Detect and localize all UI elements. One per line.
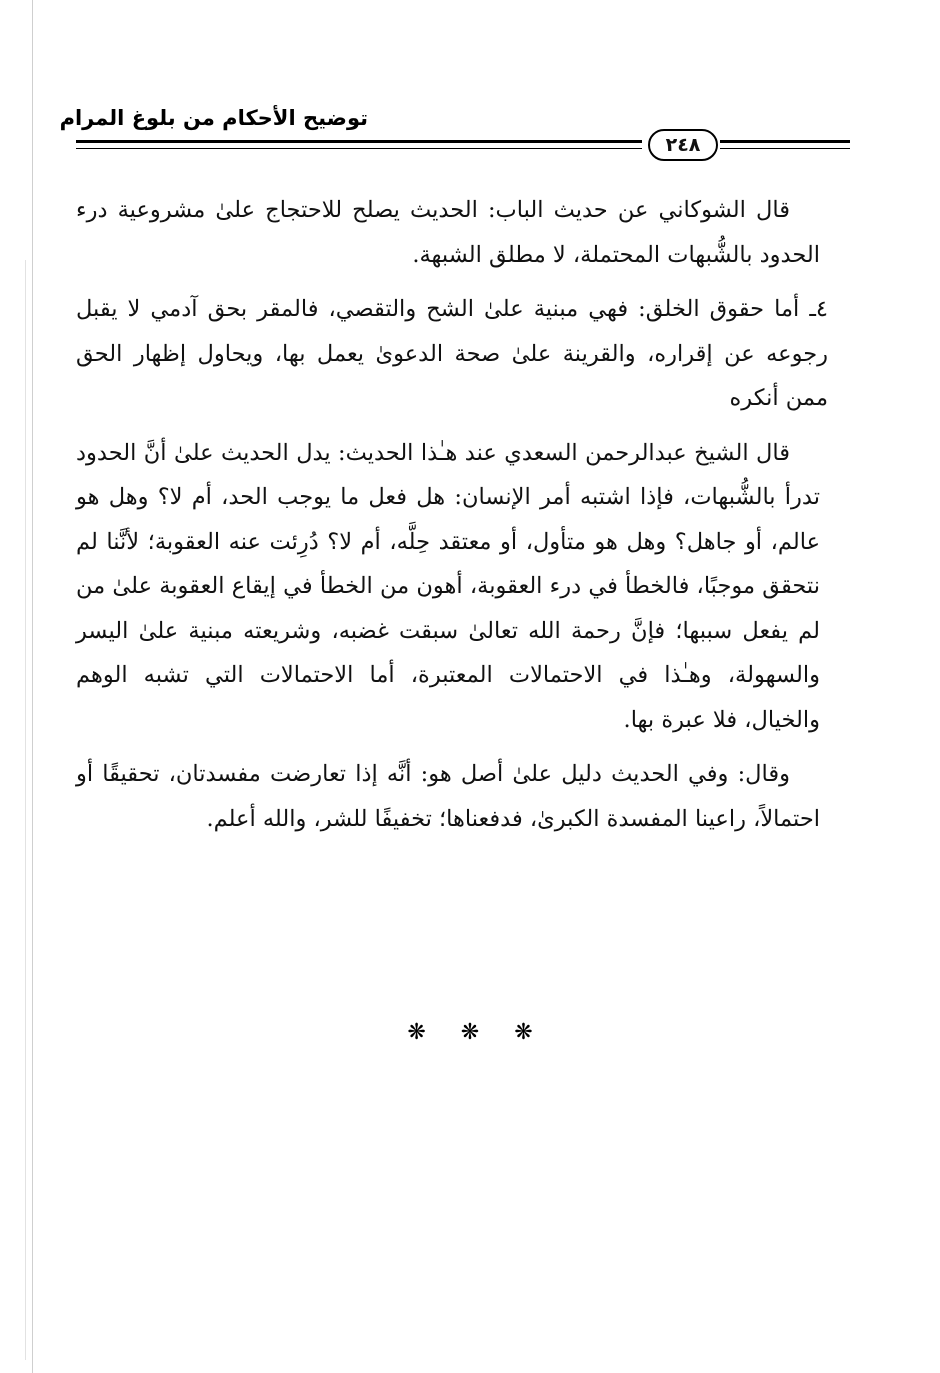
page-header bbox=[59, 96, 850, 166]
numbered-paragraph: ٤ـ أما حقوق الخلق: فهي مبنية علىٰ الشح والتقصي، فالمقر بحق آدمي لا يقبل رجوعه عن إقراره، والقرينة علىٰ صحة الدعوىٰ يعمل بها، ويحاول إظهار الحق ممن أنكره bbox=[76, 296, 828, 411]
paragraph: قال الشيخ عبدالرحمن السعدي عند هـٰذا الحديث: يدل الحديث علىٰ أنَّ الحدود تدرأ بالشُّبهات، فإذا اشتبه أمر الإنسان: هل فعل ما يوجب الحد، أم لا؟ وهل هو عالم، أو جاهل؟ وهل هو متأول، أو معتقد حِلَّه، أم لا؟ دُرِئت عنه العقوبة؛ لأنَّنا لم نتحقق موجبًا، فالخطأ في درء العقوبة، أهون من الخطأ في إيقاع العقوبة علىٰ من لم يفعل سببها؛ فإنَّ رحمة الله تعالىٰ سبقت غضبه، وشريعته مبنية علىٰ اليسر والسهولة، وهـٰذا في الاحتمالات المعتبرة، أما الاحتمالات التي تشبه الوهم والخيال، فلا عبرة بها. bbox=[76, 439, 820, 733]
asterism-icon: ❋ bbox=[460, 1020, 480, 1045]
header-rule bbox=[720, 140, 850, 143]
page-number: ٢٤٨ bbox=[648, 129, 718, 161]
scan-edge-line bbox=[25, 260, 26, 1360]
paragraph: قال الشوكاني عن حديث الباب: الحديث يصلح للاحتجاج علىٰ مشروعية درء الحدود بالشُّبهات المحتملة، لا مطلق الشبهة. bbox=[76, 197, 820, 268]
header-rule bbox=[720, 148, 850, 149]
asterism-icon: ❋ bbox=[514, 1020, 533, 1045]
section-separator bbox=[0, 1020, 940, 1045]
book-title: توضيح الأحكام من بلوغ المرام bbox=[59, 106, 368, 130]
header-rule bbox=[76, 148, 642, 149]
scan-edge-line bbox=[32, 0, 33, 1373]
page-body bbox=[76, 188, 828, 851]
header-rule bbox=[76, 140, 642, 143]
asterism-icon: ❋ bbox=[407, 1020, 426, 1045]
paragraph: وقال: وفي الحديث دليل علىٰ أصل هو: أنَّه إذا تعارضت مفسدتان، تحقيقًا أو احتمالاً، راعينا المفسدة الكبرىٰ، فدفعناها؛ تخفيفًا للشر، والله أعلم. bbox=[76, 761, 820, 832]
